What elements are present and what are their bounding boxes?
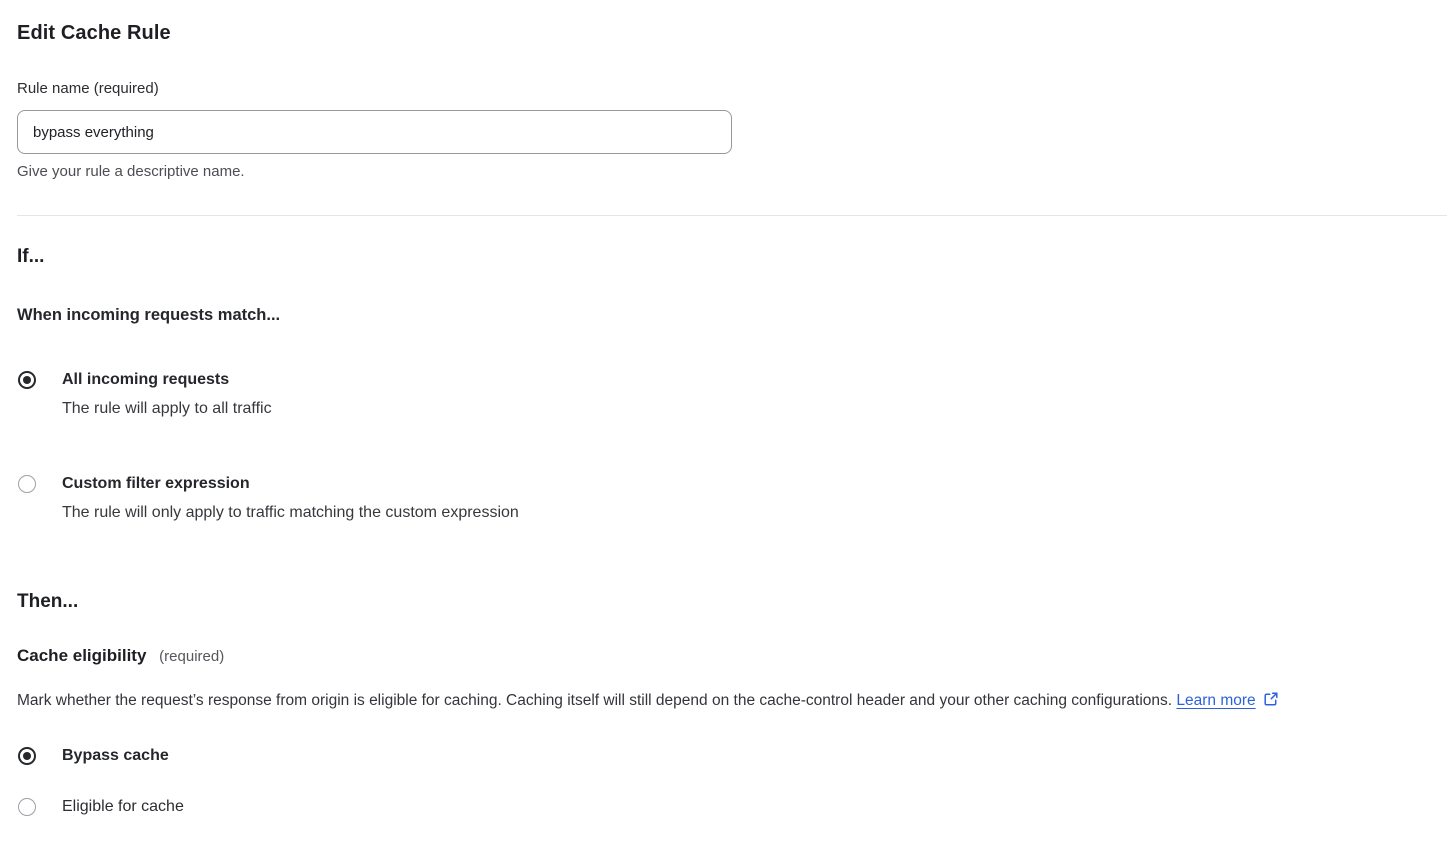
cache-eligibility-required-hint: (required): [159, 648, 225, 665]
radio-button-icon[interactable]: [18, 798, 36, 816]
cache-eligibility-field-label-row: [17, 646, 1447, 666]
external-link-icon: [1263, 691, 1279, 707]
radio-option-bypass-cache[interactable]: [17, 747, 1447, 765]
then-section-heading: Then...: [17, 591, 79, 612]
cache-eligibility-radio-group: [17, 747, 1447, 816]
radio-label: Custom filter expression: [62, 475, 250, 492]
when-requests-match-heading: When incoming requests match...: [17, 306, 281, 324]
section-divider: [17, 215, 1447, 216]
radio-option-custom-filter-expression[interactable]: [17, 475, 1447, 522]
radio-description: The rule will apply to all traffic: [62, 400, 272, 417]
rule-name-label: Rule name (required): [17, 80, 159, 97]
radio-button-icon[interactable]: [18, 371, 36, 389]
cache-eligibility-label: Cache eligibility: [17, 646, 147, 665]
radio-description: The rule will only apply to traffic matching the custom expression: [62, 504, 519, 521]
cache-eligibility-description-text: Mark whether the request’s response from origin is eligible for caching. Caching itself will still depend on the cache-control header and your other caching configurations.: [17, 692, 1173, 709]
radio-button-icon[interactable]: [18, 475, 36, 493]
radio-option-eligible-for-cache[interactable]: [17, 798, 1447, 816]
radio-option-all-incoming-requests[interactable]: [17, 371, 1447, 418]
learn-more-link[interactable]: Learn more: [1176, 692, 1256, 709]
radio-label: Bypass cache: [62, 747, 169, 764]
radio-label: Eligible for cache: [62, 798, 184, 815]
cache-eligibility-description: [17, 686, 1409, 715]
page-title: Edit Cache Rule: [17, 22, 171, 44]
if-section-heading: If...: [17, 246, 45, 267]
rule-name-helper-text: Give your rule a descriptive name.: [17, 163, 245, 180]
radio-option-texts: [62, 798, 184, 816]
radio-label: All incoming requests: [62, 371, 230, 388]
radio-button-icon[interactable]: [18, 747, 36, 765]
rule-name-input[interactable]: [17, 110, 732, 154]
request-match-radio-group: [17, 371, 1447, 522]
radio-option-texts: [62, 371, 272, 418]
radio-option-texts: [62, 747, 169, 765]
rule-name-field-group: [17, 80, 1447, 180]
radio-option-texts: [62, 475, 519, 522]
